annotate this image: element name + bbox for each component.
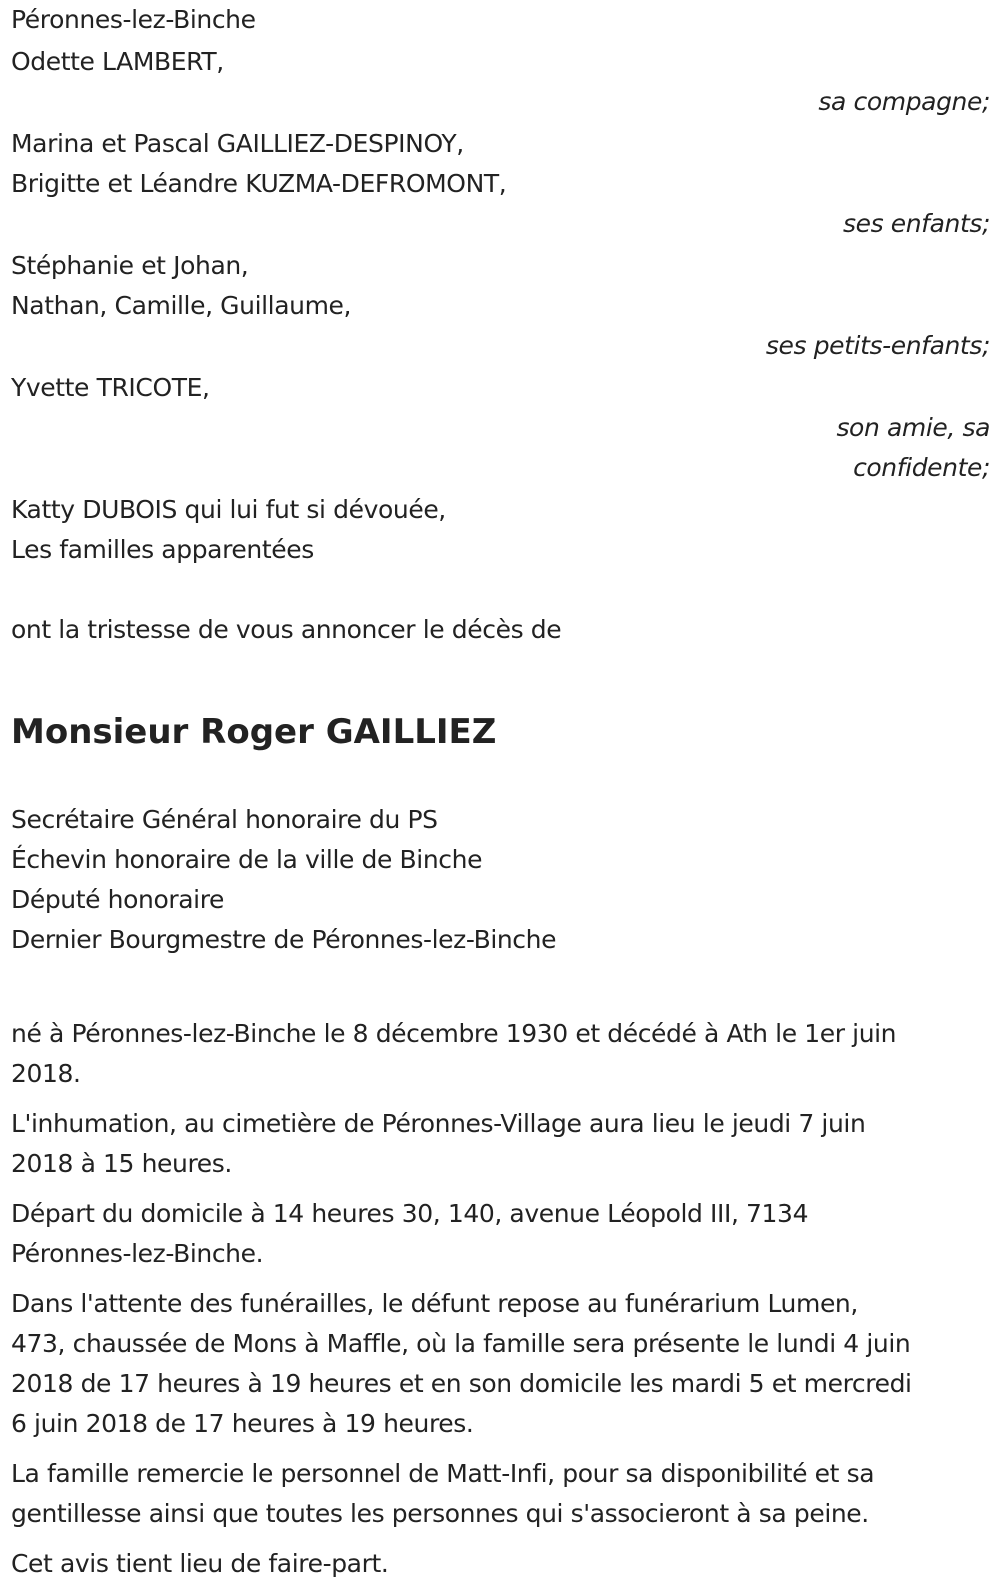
deceased-name: Monsieur Roger GAILLIEZ: [11, 712, 497, 752]
family-name-line: Katty DUBOIS qui lui fut si dévouée,: [11, 495, 446, 524]
paragraph-line: né à Péronnes-lez-Binche le 8 décembre 1930 et décédé à Ath le 1er juin: [11, 1019, 897, 1048]
location: Péronnes-lez-Binche: [11, 5, 256, 34]
paragraph-line: Départ du domicile à 14 heures 30, 140, avenue Léopold III, 7134: [11, 1199, 809, 1228]
paragraph-line: L'inhumation, au cimetière de Péronnes-Village aura lieu le jeudi 7 juin: [11, 1109, 866, 1138]
birth-death-paragraph: [11, 1014, 990, 1094]
departure-paragraph: [11, 1194, 990, 1274]
family-role: ses enfants;: [842, 209, 990, 238]
family-name-line: Les familles apparentées: [11, 535, 314, 564]
family-group-grandchildren: [11, 246, 990, 366]
family-group-others: [11, 490, 990, 570]
family-name-line: Yvette TRICOTE,: [11, 373, 210, 402]
family-group-companion: [11, 42, 990, 122]
notice-closing: [11, 1544, 990, 1584]
title-item: Dernier Bourgmestre de Péronnes-lez-Binche: [11, 925, 557, 954]
family-name-line: Odette LAMBERT,: [11, 47, 224, 76]
title-item: Député honoraire: [11, 885, 225, 914]
paragraph-line: 2018 de 17 heures à 19 heures et en son domicile les mardi 5 et mercredi: [11, 1369, 912, 1398]
paragraph-line: 2018.: [11, 1059, 81, 1088]
burial-paragraph: [11, 1104, 990, 1184]
paragraph-line: La famille remercie le personnel de Matt-Infi, pour sa disponibilité et sa: [11, 1459, 875, 1488]
family-role: confidente;: [853, 453, 990, 482]
family-role: ses petits-enfants;: [765, 331, 990, 360]
paragraph-line: 473, chaussée de Mons à Maffle, où la famille sera présente le lundi 4 juin: [11, 1329, 911, 1358]
paragraph-line: 2018 à 15 heures.: [11, 1149, 232, 1178]
paragraph-line: Péronnes-lez-Binche.: [11, 1239, 264, 1268]
paragraph-line: 6 juin 2018 de 17 heures à 19 heures.: [11, 1409, 474, 1438]
funeral-home-paragraph: [11, 1284, 990, 1444]
family-name-line: Marina et Pascal GAILLIEZ-DESPINOY,: [11, 129, 464, 158]
thanks-paragraph: [11, 1454, 990, 1534]
family-group-friend: [11, 368, 990, 488]
title-item: Secrétaire Général honoraire du PS: [11, 805, 438, 834]
title-item: Échevin honoraire de la ville de Binche: [11, 845, 483, 874]
family-group-children: [11, 124, 990, 244]
announcement-text: ont la tristesse de vous annoncer le décès de: [11, 615, 562, 644]
paragraph-line: Cet avis tient lieu de faire-part.: [11, 1549, 389, 1578]
paragraph-line: Dans l'attente des funérailles, le défunt repose au funérarium Lumen,: [11, 1289, 858, 1318]
family-name-line: Brigitte et Léandre KUZMA-DEFROMONT,: [11, 169, 507, 198]
family-role: son amie, sa: [836, 413, 990, 442]
family-name-line: Stéphanie et Johan,: [11, 251, 249, 280]
family-name-line: Nathan, Camille, Guillaume,: [11, 291, 352, 320]
paragraph-line: gentillesse ainsi que toutes les personnes qui s'associeront à sa peine.: [11, 1499, 869, 1528]
family-role: sa compagne;: [818, 87, 990, 116]
obituary-notice: [11, 0, 990, 1584]
titles-list: [11, 800, 990, 960]
